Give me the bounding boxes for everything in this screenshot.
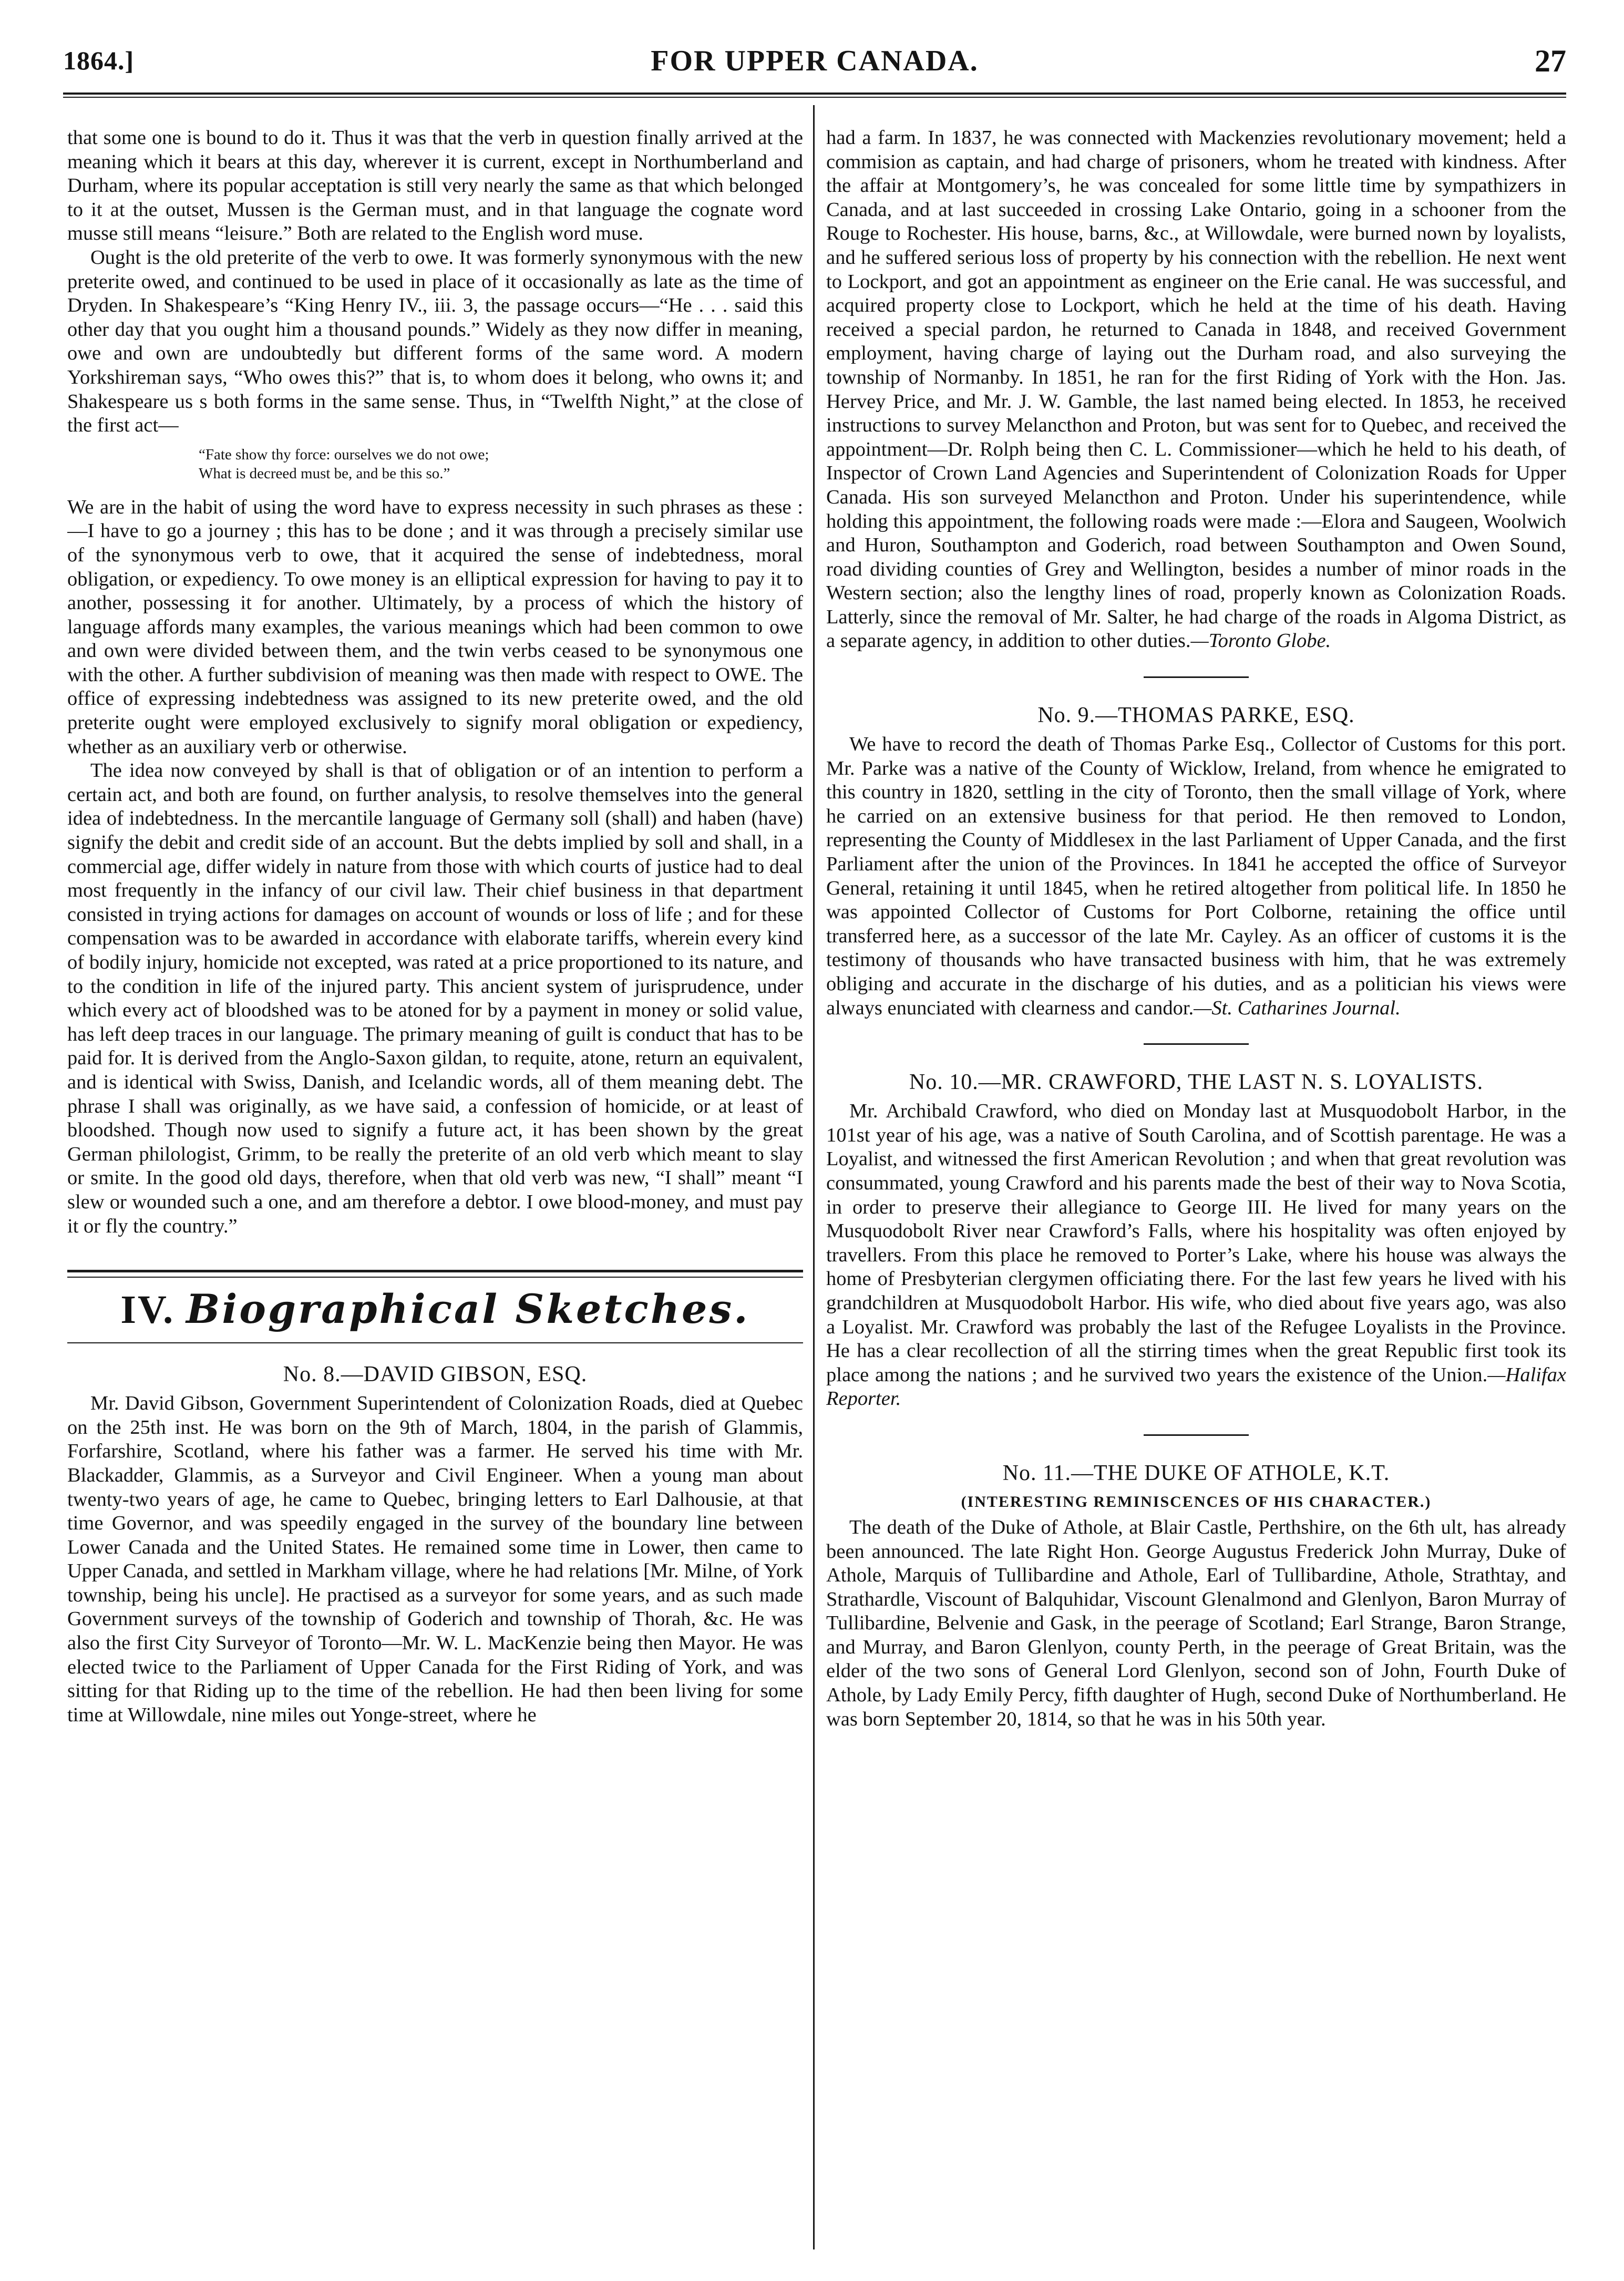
entry-text-no11: The death of the Duke of Athole, at Blair Castle, Perthshire, on the 6th ult, has already been announced. The late Right Hon. George Augustus Frederick John Murray, Duke of Athole, Marquis of Tullibardine and Athole, Earl of Tullibardine, Athole, Strathtay, and Strathardle, Viscount of Balquhidar, Viscount Glenalmond and Glenlyon, Baron Murray of Tullibardine, Belvenie and Gask, in the peerage of Scotland; Earl Strange, Baron Strange, and Murray, and Baron Glenlyon, county Perth, in the peerage of Great Britain, was the elder of the two sons of General Lord Glenlyon, second son of John, Fourth Duke of Athole, by Lady Emily Percy, fifth daughter of Hugh, second Duke of Northumberland. He was born September 20, 1814, so that he was in his 50th year. bbox=[826, 1516, 1566, 1730]
header-title: FOR UPPER CANADA. bbox=[651, 45, 979, 77]
section-rule-thin bbox=[67, 1277, 803, 1278]
entry-text-no8-cont: had a farm. In 1837, he was connected with Mackenzies revolutionary movement; held a commision as captain, and had charge of prisoners, whom he treated with kindness. After the affair at Montgomery’s, he was concealed for some little time by sympathizers in Canada, and at last succeeded in crossing Lake Ontario, going in a schooner from the Rouge to Rochester. His house, barns, &c., at Willowdale, were burned nown by loyalists, and he suffered serious loss of property by his connection with the rebellion. He next went to Lockport, and got an appointment as engineer on the Erie canal. He was successful, and acquired property close to Lockport, which he held at the time of his death. Having received a special pardon, he returned to Canada in 1848, and received Government employment, having charge of laying out the Durham road, and also surveying the township of Normanby. In 1851, he ran for the first Riding of York with the Hon. Jas. Hervey Price, and Mr. J. W. Gamble, the last named being elected. In 1853, he received instructions to survey Melancthon and Proton, but was sent for to Quebec, and received the appointment—Dr. Rolph being then C. L. Commissioner—which he held to his death, of Inspector of Crown Land Agencies and Superintendent of Colonization Roads for Upper Canada. His son surveyed Melancthon and Proton. Under his superintendence, while holding this appointment, the following roads were made :—Elora and Saugeen, Woolwich and Huron, Southampton and Goderich, road between Southampton and Owen Sound, road dividing counties of Grey and Wellington, besides a number of minor roads in the Western section; also the lengthy lines of road, properly known as Colonization Roads. Latterly, since the removal of Mr. Salter, he had charge of the roads in Algoma District, as a separate agency, in addition to other duties. bbox=[826, 127, 1566, 652]
left-column bbox=[67, 126, 803, 2265]
paragraph-have: We are in the habit of using the word have to express necessity in such phrases as these :—I have to go a journey ; this has to be done ; and it was through a precisely similar use of the synonymous verb to owe, that it acquired the sense of indebtedness, moral obligation, or expediency. To owe money is an elliptical expression for having to pay it to another, possessing it for another. Ultimately, by a process of which the history of language affords many examples, the various meanings which had been common to owe and own were divided between them, and the twin verbs ceased to be synonymous one with the other. A further subdivision of meaning was then made with respect to OWE. The office of expressing indebtedness was assigned to its new preterite owed, and the old preterite ought were employed exclusively to signify moral obligation or expediency, whether as an auxiliary verb or otherwise. bbox=[67, 496, 803, 758]
source-toronto-globe: —Toronto Globe. bbox=[1190, 630, 1331, 652]
entry-text-no8: Mr. David Gibson, Government Superintendent of Colonization Roads, died at Quebec on the 25th inst. He was born on the 9th of March, 1804, in the parish of Glammis, Forfarshire, Scotland, where his father was a farmer. He served his time with Mr. Blackadder, Glammis, as a Surveyor and Civil Engineer. When a young man about twenty-two years of age, he came to Quebec, bringing letters to Earl Dalhousie, at that time Governor, and was speedily engaged in the survey of the boundary line between Lower Canada and the United States. He remained some time in Lower, then came to Upper Canada, and settled in Markham village, where he had relations [Mr. Milne, of York township, being his uncle]. He practised as a surveyor for some years, and as such made Government surveys of the township of Goderich and township of Thorah, &c. He was also the first City Surveyor of Toronto—Mr. W. L. MacKenzie being then Mayor. He was elected twice to the Parliament of Upper Canada for the First Riding of York, and was sitting for that Riding up to the time of the rebellion. He had then been living for some time at Willowdale, nine miles out Yonge-street, where he bbox=[67, 1392, 803, 1726]
header-rule bbox=[63, 93, 1566, 95]
paragraph-must: that some one is bound to do it. Thus it was that the verb in question finally arrived at the meaning which it bears at this day, wherever it is current, except in Northumberland and Durham, where its popular acceptation is still very nearly the same as that which belonged to it at the outset, Mussen is the German must, and in that language the cognate word musse still means “leisure.” Both are related to the English word muse. bbox=[67, 127, 803, 245]
section-number: IV. bbox=[120, 1288, 175, 1332]
entry-text-no8-continued bbox=[826, 126, 1566, 653]
quote-line-1: “Fate show thy force: ourselves we do not owe; bbox=[199, 446, 489, 463]
entry-text-no10-para bbox=[826, 1100, 1566, 1411]
shakespeare-quote bbox=[67, 445, 803, 483]
column-divider bbox=[813, 105, 815, 2249]
entry-heading-no10: No. 10.—MR. CRAWFORD, THE LAST N. S. LOYALISTS. bbox=[909, 1070, 1484, 1095]
section-title: Biographical Sketches. bbox=[186, 1286, 750, 1333]
entry-text-no9: We have to record the death of Thomas Parke Esq., Collector of Customs for this port. Mr. Parke was a native of the County of Wicklow, Ireland, from whence he emigrated to this country in 1820, settling in the city of Toronto, then the small village of York, where he carried on an extensive business for that period. He then removed to London, representing the County of Middlesex in the last Parliament of Upper Canada, and the first Parliament after the union of the Provinces. In 1841 he accepted the office of Surveyor General, retaining it until 1845, when he retired altogether from political life. In 1850 he was appointed Collector of Customs for Port Colborne, retaining the office until transferred here, as a successor of the late Mr. Cayley. As an officer of customs it is the testimony of thousands who have transacted business with him, that he was extremely obliging and accurate in the discharge of his duties, and as a politician his views were always enunciated with clearness and candor. bbox=[826, 733, 1566, 1019]
entry-subheading-no11: (INTERESTING REMINISCENCES OF HIS CHARACTER.) bbox=[961, 1493, 1432, 1511]
entry-heading-no9: No. 9.—THOMAS PARKE, ESQ. bbox=[1037, 703, 1355, 728]
entry-heading-no11: No. 11.—THE DUKE OF ATHOLE, K.T. bbox=[1002, 1461, 1390, 1485]
source-st-catharines: —St. Catharines Journal. bbox=[1194, 996, 1401, 1019]
section-heading bbox=[67, 1284, 803, 1335]
entry-text-no9-para bbox=[826, 733, 1566, 1020]
running-head bbox=[63, 42, 1566, 89]
header-rule-thin bbox=[63, 97, 1566, 98]
entry-text-no10: Mr. Archibald Crawford, who died on Monday last at Musquodobolt Harbor, in the 101st year of his age, was a native of South Carolina, and of Scottish parentage. He was a Loyalist, and witnessed the first American Revolution ; and when that great revolution was consummated, young Crawford and his parents made the best of their way to Nova Scotia, in order to preserve their allegiance to George III. He lived for many years on the Musquodobolt River near Crawford’s Falls, where his hospitality was often enjoyed by travellers. From this place he removed to Porter’s Lake, where his house was always the home of Presbyterian clergymen officiating there. For the last few years he lived with his grandchildren at Musquodobolt Harbor. His wife, who died about five years ago, was also a Loyalist. Mr. Crawford was probably the last of the Refugee Loyalists in the Province. He has a clear recollection of all the stirring times when the great Republic first took its place among the nations ; and he survived two years the existence of the Union. bbox=[826, 1100, 1566, 1386]
paragraph-ought: Ought is the old preterite of the verb to owe. It was formerly synonymous with the new preterite owed, and continued to be used in place of it occasionally as late as the time of Dryden. In Shakespeare’s “King Henry IV., iii. 3, the passage occurs—“He . . . said this other day that you ought him a thousand pounds.” Widely as they now differ in meaning, owe and own are undoubtedly but different forms of the same word. A modern Yorkshireman says, “Who owes this?” that is, to whom does it belong, who owns it; and Shakespeare us s both forms in the same sense. Thus, in “Twelfth Night,” at the close of the first act— bbox=[67, 246, 803, 437]
header-year: 1864.] bbox=[63, 46, 135, 75]
entry-separator bbox=[1144, 1434, 1249, 1436]
page-number: 27 bbox=[1535, 44, 1566, 78]
section-rule-bottom bbox=[67, 1342, 803, 1343]
quote-line-2: What is decreed must be, and be this so.” bbox=[199, 465, 450, 482]
source-halifax-reporter: —Halifax Reporter. bbox=[826, 1363, 1566, 1410]
right-column bbox=[826, 126, 1566, 2265]
section-rule bbox=[67, 1270, 803, 1272]
entry-heading-no8: No. 8.—DAVID GIBSON, ESQ. bbox=[283, 1362, 588, 1387]
entry-separator bbox=[1144, 1043, 1249, 1045]
entry-separator bbox=[1144, 676, 1249, 678]
paragraph-shall: The idea now conveyed by shall is that of obligation or of an intention to perform a certain act, and both are found, on further analysis, to resolve themselves into the general idea of indebtedness. In the mercantile language of Germany soll (shall) and haben (have) signify the debit and credit side of an account. But the debts implied by soll and shall, in a commercial age, differ widely in nature from those with which courts of justice had to deal most frequently in the infancy of our civil law. Their chief business in that department consisted in trying actions for damages on account of wounds or loss of life ; and for these compensation was to be awarded in accordance with elaborate tariffs, wherein every kind of bodily injury, homicide not excepted, was rated at a price proportioned to its nature, and to the condition in life of the injured party. This ancient system of jurisprudence, under which every act of bloodshed was to be atoned for by a payment in money or solid value, has left deep traces in our language. The primary meaning of guilt is conduct that has to be paid for. It is derived from the Anglo-Saxon gildan, to requite, atone, return an equivalent, and is identical with Swiss, Danish, and Icelandic words, all of them meaning debt. The phrase I shall was originally, as we have said, a confession of homicide, or at least of bloodshed. Though now used to signify a future act, it has been shown by the great German philologist, Grimm, to be really the preterite of an old verb which meant to slay or smite. In the good old days, therefore, when that old verb was new, “I shall” meant “I slew or wounded such a one, and am therefore a debtor. I owe blood-money, and must pay it or fly the country.” bbox=[67, 759, 803, 1237]
